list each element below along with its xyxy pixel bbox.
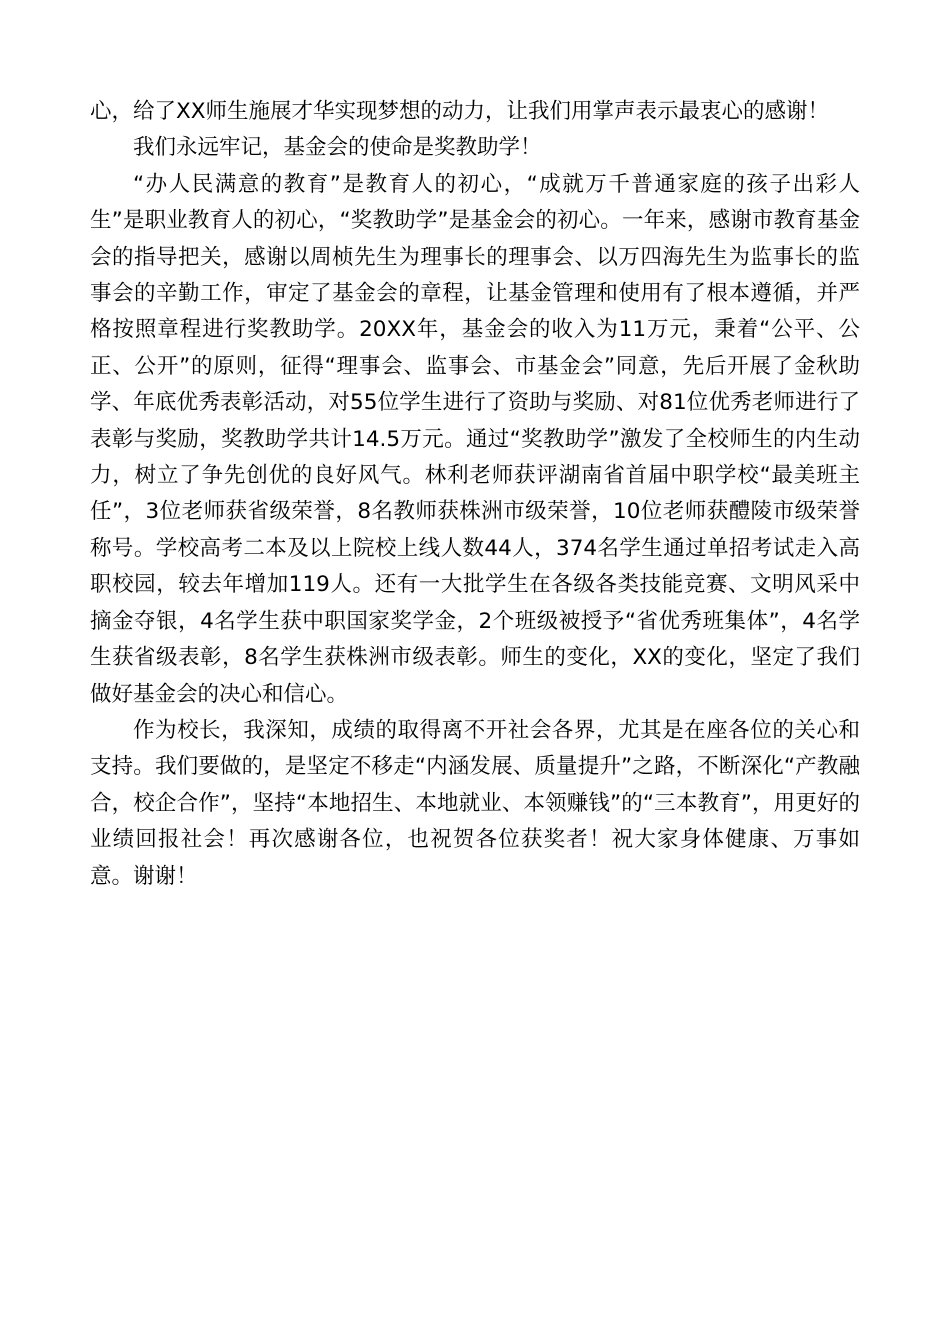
paragraph-mission: 我们永远牢记，基金会的使命是奖教助学！ (133, 135, 542, 161)
paragraph-continuation: 心，给了XX师生施展才华实现梦想的动力，让我们用掌声表示最衷心的感谢！ (90, 99, 829, 124)
paragraph-closing: 作为校长，我深知，成绩的取得离不开社会各界，尤其是在座各位的关心和支持。我们要做的，是坚定不移走“内涵发展、质量提升”之路，不断深化“产教融合，校企合作”，坚持“本地招生、本地就业、本领赚钱”的“三本教育”，用更好的业绩回报社会！再次感谢各位，也祝贺各位获奖者！祝大家身体健康、万事如意。谢谢！ (90, 717, 860, 889)
paragraph-achievements: “办人民满意的教育”是教育人的初心，“成就万千普通家庭的孩子出彩人生”是职业教育人的初心，“奖教助学”是基金会的初心。一年来，感谢市教育基金会的指导把关，感谢以周桢先生为理事长的理事会、以万四海先生为监事长的监事会的辛勤工作，审定了基金会的章程，让基金管理和使用有了根本遵循，并严格按照章程进行奖教助学。20XX年，基金会的收入为11万元，秉着“公平、公正、公开”的原则，征得“理事会、监事会、市基金会”同意，先后开展了金秋助学、年底优秀表彰活动，对55位学生进行了资助与奖励、对81位优秀老师进行了表彰与奖励，奖教助学共计14.5万元。通过“奖教助学”激发了全校师生的内生动力，树立了争先创优的良好风气。林利老师获评湖南省首届中职学校“最美班主任”，3位老师获省级荣誉，8名教师获株洲市级荣誉，10位老师获醴陵市级荣誉称号。学校高考二本及以上院校上线人数44人，374名学生通过单招考试走入高职校园，较去年增加119人。还有一大批学生在各级各类技能竞赛、文明风采中摘金夺银，4名学生获中职国家奖学金，2个班级被授予“省优秀班集体”，4名学生获省级表彰，8名学生获株洲市级表彰。师生的变化，XX的变化，坚定了我们做好基金会的决心和信心。 (90, 171, 860, 707)
document-body (90, 94, 860, 895)
